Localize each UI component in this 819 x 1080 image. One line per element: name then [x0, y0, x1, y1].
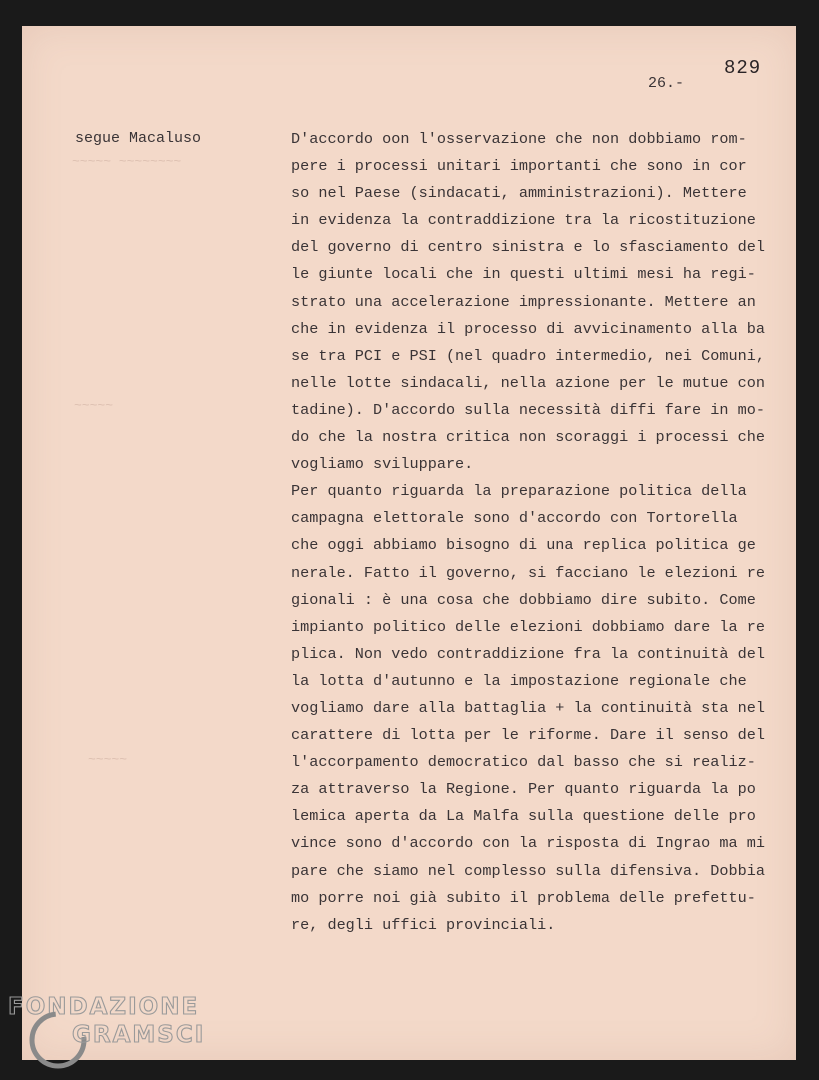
text-line: in evidenza la contraddizione tra la ricostituzione [291, 211, 756, 230]
text-line: nerale. Fatto il governo, si facciano le elezioni re [291, 563, 765, 582]
text-line: che oggi abbiamo bisogno di una replica politica ge [291, 536, 756, 555]
text-line: pere i processi unitari importanti che sono in cor [291, 157, 747, 176]
text-line: plica. Non vedo contraddizione fra la continuità del [291, 644, 765, 663]
folio-number: 26.- [648, 75, 685, 92]
text-line: tadine). D'accordo sulla necessità diffi fare in mo- [291, 400, 765, 419]
text-line: za attraverso la Regione. Per quanto riguarda la po [291, 780, 756, 799]
text-line: vogliamo dare alla battaglia + la continuità sta nel [291, 698, 765, 717]
text-line: campagna elettorale sono d'accordo con Tortorella [291, 509, 738, 528]
text-line: do che la nostra critica non scoraggi i processi che [291, 428, 765, 447]
text-line: gionali : è una cosa che dobbiamo dire subito. Come [291, 590, 756, 609]
text-line: lemica aperta da La Malfa sulla questione delle pro [291, 807, 756, 826]
text-line: so nel Paese (sindacati, amministrazioni). Mettere [291, 184, 747, 203]
text-line: re, degli uffici provinciali. [291, 915, 556, 934]
text-line: vogliamo sviluppare. [291, 455, 474, 474]
text-line: del governo di centro sinistra e lo sfasciamento del [291, 238, 765, 257]
speaker-label: segue Macaluso [75, 130, 202, 147]
text-line: se tra PCI e PSI (nel quadro intermedio, nei Comuni, [291, 346, 765, 365]
text-line: la lotta d'autunno e la impostazione regionale che [291, 671, 747, 690]
bleed-through: ~~~~~ [74, 398, 114, 413]
text-line: l'accorpamento democratico dal basso che si realiz- [291, 753, 756, 772]
text-line: mo porre noi già subito il problema delle prefettu- [291, 888, 756, 907]
text-line: impianto politico delle elezioni dobbiamo dare la re [291, 617, 765, 636]
text-line: carattere di lotta per le riforme. Dare il senso del [291, 726, 765, 745]
page-number: 829 [724, 57, 762, 79]
text-line: Per quanto riguarda la preparazione politica della [291, 482, 747, 501]
bleed-through: ~~~~~ [88, 752, 128, 767]
fondazione-gramsci-watermark [6, 990, 206, 1072]
text-line: nelle lotte sindacali, nella azione per le mutue con [291, 373, 765, 392]
watermark-line2: GRAMSCI [72, 1022, 206, 1048]
transcript-body [291, 126, 791, 939]
text-line: le giunte locali che in questi ultimi mesi ha regi- [291, 265, 756, 284]
text-line: strato una accelerazione impressionante. Mettere an [291, 292, 756, 311]
text-line: che in evidenza il processo di avvicinamento alla ba [291, 319, 765, 338]
watermark-line1: FONDAZIONE [8, 994, 200, 1020]
bleed-through: ~~~~~ ~~~~~~~~ [72, 154, 182, 169]
text-line: vince sono d'accordo con la risposta di Ingrao ma mi [291, 834, 765, 853]
text-line: pare che siamo nel complesso sulla difensiva. Dobbia [291, 861, 765, 880]
text-line: D'accordo oon l'osservazione che non dobbiamo rom- [291, 130, 747, 148]
